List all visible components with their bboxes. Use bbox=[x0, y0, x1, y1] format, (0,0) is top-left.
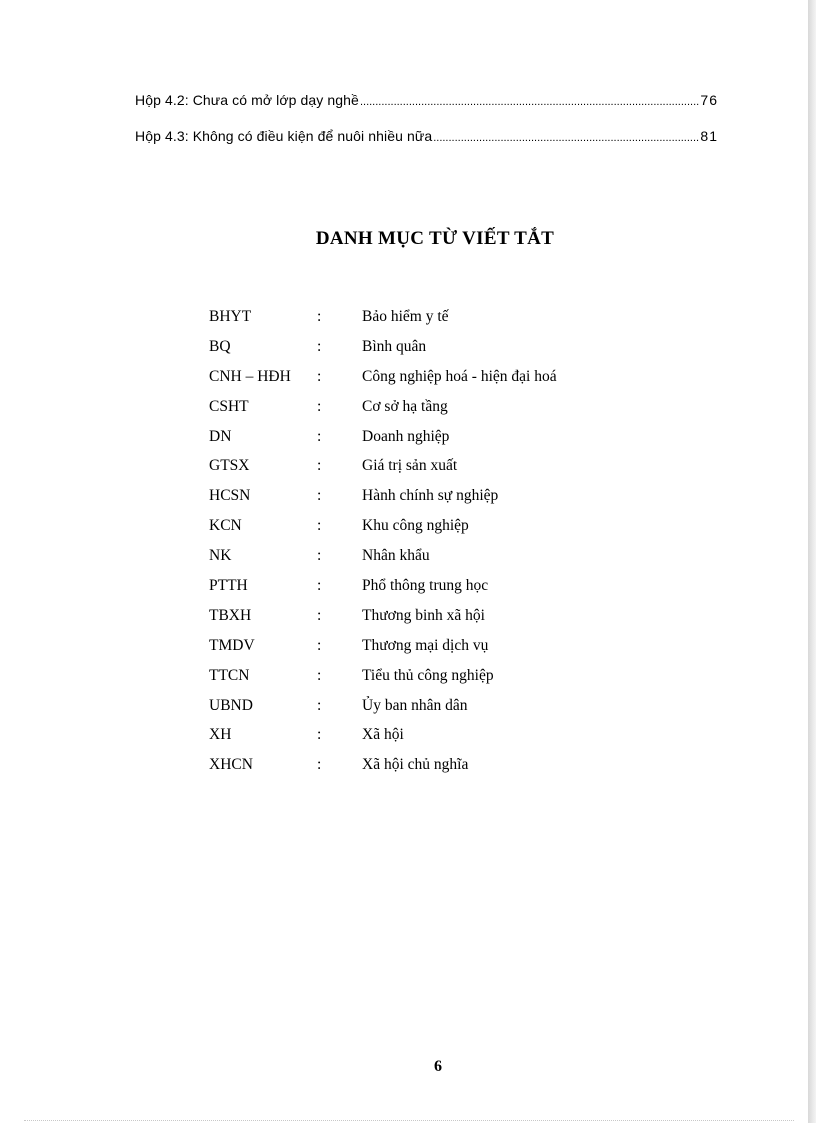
abbreviation-row bbox=[209, 571, 629, 601]
abbreviation-row bbox=[209, 631, 629, 661]
page-edge-shadow bbox=[808, 0, 816, 1123]
abbreviation-row bbox=[209, 302, 629, 332]
abbreviation-code: GTSX bbox=[209, 457, 250, 475]
abbreviation-meaning: Hành chính sự nghiệp bbox=[362, 487, 499, 505]
abbreviation-row bbox=[209, 362, 629, 392]
abbreviation-separator: : bbox=[317, 606, 322, 624]
toc-entry-page: 81 bbox=[700, 128, 718, 144]
abbreviation-row bbox=[209, 541, 629, 571]
page-number: 6 bbox=[434, 1058, 442, 1075]
abbreviation-separator: : bbox=[317, 696, 322, 714]
abbreviation-meaning: Khu công nghiệp bbox=[362, 517, 469, 535]
toc-entry-page: 76 bbox=[700, 92, 718, 108]
abbreviation-list bbox=[209, 302, 629, 780]
abbreviation-separator: : bbox=[317, 397, 322, 415]
abbreviation-separator: : bbox=[317, 307, 322, 325]
abbreviation-code: NK bbox=[209, 547, 232, 565]
abbreviation-code: BHYT bbox=[209, 307, 252, 325]
abbreviation-code: XHCN bbox=[209, 756, 253, 774]
abbreviation-code: TTCN bbox=[209, 666, 250, 684]
abbreviation-code: DN bbox=[209, 427, 232, 445]
abbreviation-meaning: Ủy ban nhân dân bbox=[362, 696, 468, 714]
abbreviation-code: UBND bbox=[209, 696, 253, 714]
abbreviation-code: BQ bbox=[209, 337, 231, 355]
abbreviation-meaning: Nhân khẩu bbox=[362, 547, 430, 565]
toc-entry[interactable] bbox=[135, 92, 718, 128]
abbreviation-row bbox=[209, 451, 629, 481]
abbreviation-meaning: Công nghiệp hoá - hiện đại hoá bbox=[362, 367, 557, 385]
abbreviation-row bbox=[209, 392, 629, 422]
abbreviation-separator: : bbox=[317, 756, 322, 774]
abbreviation-separator: : bbox=[317, 576, 322, 594]
abbreviation-meaning: Cơ sở hạ tầng bbox=[362, 397, 448, 415]
abbreviation-row bbox=[209, 481, 629, 511]
toc-entry-text: Hộp 4.3: Không có điều kiện để nuôi nhiều nữa bbox=[135, 128, 433, 144]
abbreviation-row bbox=[209, 601, 629, 631]
abbreviation-meaning: Bình quân bbox=[362, 337, 427, 355]
abbreviation-meaning: Thương binh xã hội bbox=[362, 606, 485, 624]
abbreviation-separator: : bbox=[317, 367, 322, 385]
abbreviation-meaning: Doanh nghiệp bbox=[362, 427, 450, 445]
abbreviation-meaning: Bảo hiểm y tế bbox=[362, 307, 449, 325]
abbreviation-separator: : bbox=[317, 337, 322, 355]
abbreviation-code: CSHT bbox=[209, 397, 249, 415]
abbreviation-row bbox=[209, 422, 629, 452]
abbreviation-code: KCN bbox=[209, 517, 242, 535]
toc-dot-leader bbox=[360, 96, 699, 108]
abbreviation-meaning: Tiểu thủ công nghiệp bbox=[362, 666, 494, 684]
section-heading: DANH MỤC TỪ VIẾT TẮT bbox=[315, 228, 555, 249]
abbreviation-meaning: Xã hội chủ nghĩa bbox=[362, 756, 469, 774]
abbreviation-separator: : bbox=[317, 636, 322, 654]
abbreviation-code: XH bbox=[209, 726, 232, 744]
page-bottom-edge bbox=[24, 1120, 794, 1121]
abbreviation-meaning: Xã hội bbox=[362, 726, 404, 744]
abbreviation-meaning: Phổ thông trung học bbox=[362, 576, 489, 594]
abbreviation-code: HCSN bbox=[209, 487, 251, 505]
abbreviation-code: TBXH bbox=[209, 606, 252, 624]
abbreviation-row bbox=[209, 661, 629, 691]
abbreviation-separator: : bbox=[317, 457, 322, 475]
abbreviation-row bbox=[209, 750, 629, 780]
abbreviation-row bbox=[209, 691, 629, 721]
abbreviation-code: TMDV bbox=[209, 636, 255, 654]
abbreviation-row bbox=[209, 332, 629, 362]
abbreviation-separator: : bbox=[317, 427, 322, 445]
abbreviation-row bbox=[209, 511, 629, 541]
abbreviation-meaning: Giá trị sản xuất bbox=[362, 457, 458, 475]
abbreviation-separator: : bbox=[317, 726, 322, 744]
abbreviation-separator: : bbox=[317, 547, 322, 565]
toc-entry[interactable] bbox=[135, 128, 718, 164]
abbreviation-code: PTTH bbox=[209, 576, 248, 594]
abbreviation-separator: : bbox=[317, 517, 322, 535]
table-of-contents bbox=[135, 92, 718, 164]
abbreviation-meaning: Thương mại dịch vụ bbox=[362, 636, 489, 654]
abbreviation-separator: : bbox=[317, 666, 322, 684]
abbreviation-separator: : bbox=[317, 487, 322, 505]
toc-dot-leader bbox=[433, 132, 699, 144]
abbreviation-row bbox=[209, 720, 629, 750]
toc-entry-text: Hộp 4.2: Chưa có mở lớp dạy nghề bbox=[135, 92, 359, 108]
abbreviation-code: CNH – HĐH bbox=[209, 367, 291, 385]
